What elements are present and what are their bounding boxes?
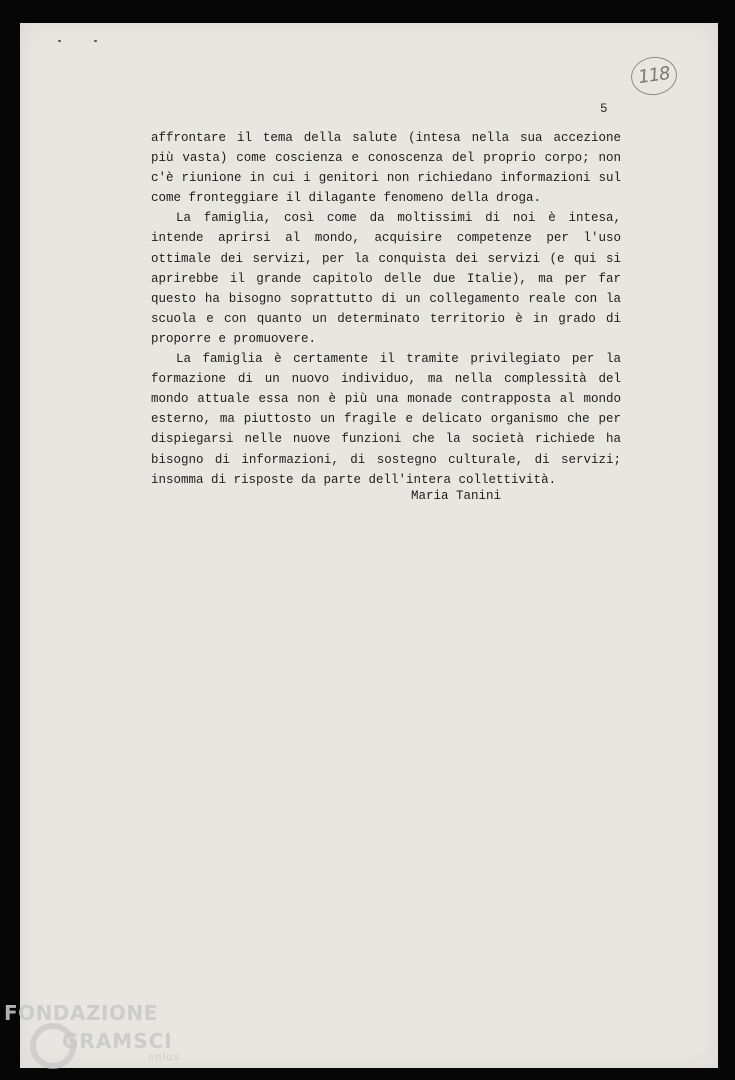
paper-speck [94, 40, 97, 42]
fondazione-gramsci-watermark [4, 999, 204, 1080]
watermark-line-3: onlus [148, 1052, 180, 1063]
watermark-line-1: FONDAZIONE [4, 1001, 158, 1025]
paragraph: La famiglia è certamente il tramite privilegiato per la formazione di un nuovo individuo, ma nella complessità del mondo attuale essa non è più una monade contrapposta al mondo esterno, ma piuttosto un fragile e delicato organismo che per dispiegarsi nelle nuove funzioni che la società richiede ha bisogno di informazioni, di sostegno culturale, di servizi; insomma di risposte da parte dell'intera collettività. [151, 352, 621, 487]
paper-speck [58, 40, 61, 42]
paragraph: La famiglia, così come da moltissimi di noi è intesa, intende aprirsi al mondo, acquisire competenze per l'uso ottimale dei servizi, per la conquista dei servizi (e qui si aprirebbe il grande capitolo delle due Italie), ma per far questo ha bisogno soprattutto di un collegamento reale con la scuola e con quanto un determinato territorio è in grado di proporre e promuovere. [151, 211, 621, 346]
archive-number-stamp: 118 [629, 54, 680, 98]
paragraph: affrontare il tema della salute (intesa nella sua accezione più vasta) come coscienza e conoscenza del proprio corpo; non c'è riunione in cui i genitori non richiedano informazioni sul come fronteggiare il dilagante fenomeno della droga. [151, 131, 621, 206]
watermark-line-2: GRAMSCI [62, 1029, 173, 1053]
signature: Maria Tanini [411, 489, 502, 503]
document-body [151, 128, 621, 490]
page-number: 5 [600, 102, 608, 116]
